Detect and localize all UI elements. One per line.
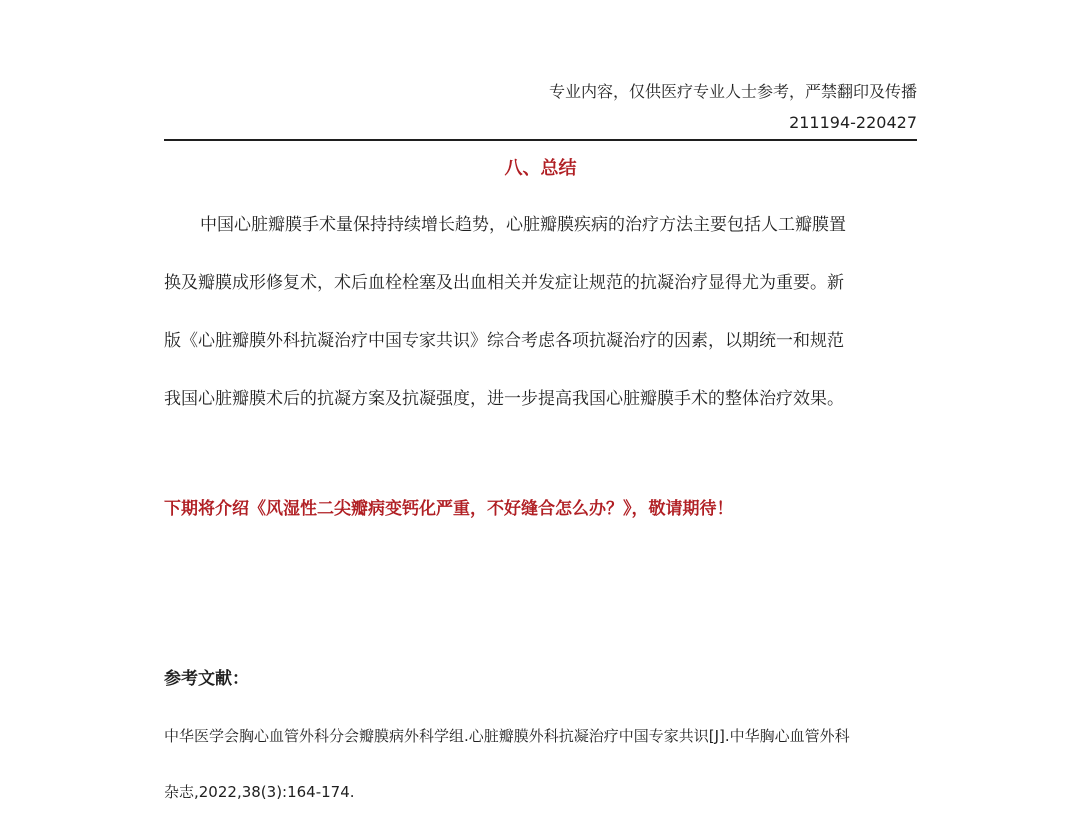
next-issue-announcement: 下期将介绍《风湿性二尖瓣病变钙化严重，不好缝合怎么办？》，敬请期待！ [164,499,734,519]
header-divider [164,139,917,141]
document-code: 211194-220427 [789,113,917,132]
reference-line: 杂志,2022,38(3):164-174. [164,783,355,801]
copyright-notice: 专业内容，仅供医疗专业人士参考，严禁翻印及传播 [548,82,917,101]
reference-line: 中华医学会胸心血管外科分会瓣膜病外科学组.心脏瓣膜外科抗凝治疗中国专家共识[J].中华胸心血管外科 [164,727,850,745]
summary-paragraph [164,201,917,433]
paragraph-line: 中国心脏瓣膜手术量保持持续增长趋势，心脏瓣膜疾病的治疗方法主要包括人工瓣膜置 [200,215,846,235]
references-heading: 参考文献： [164,669,249,689]
paragraph-line: 换及瓣膜成形修复术，术后血栓栓塞及出血相关并发症让规范的抗凝治疗显得尤为重要。新 [164,273,844,293]
paragraph-line: 版《心脏瓣膜外科抗凝治疗中国专家共识》综合考虑各项抗凝治疗的因素，以期统一和规范 [164,331,844,351]
section-title: 八、总结 [504,158,577,179]
paragraph-line: 我国心脏瓣膜术后的抗凝方案及抗凝强度，进一步提高我国心脏瓣膜手术的整体治疗效果。 [164,389,844,409]
